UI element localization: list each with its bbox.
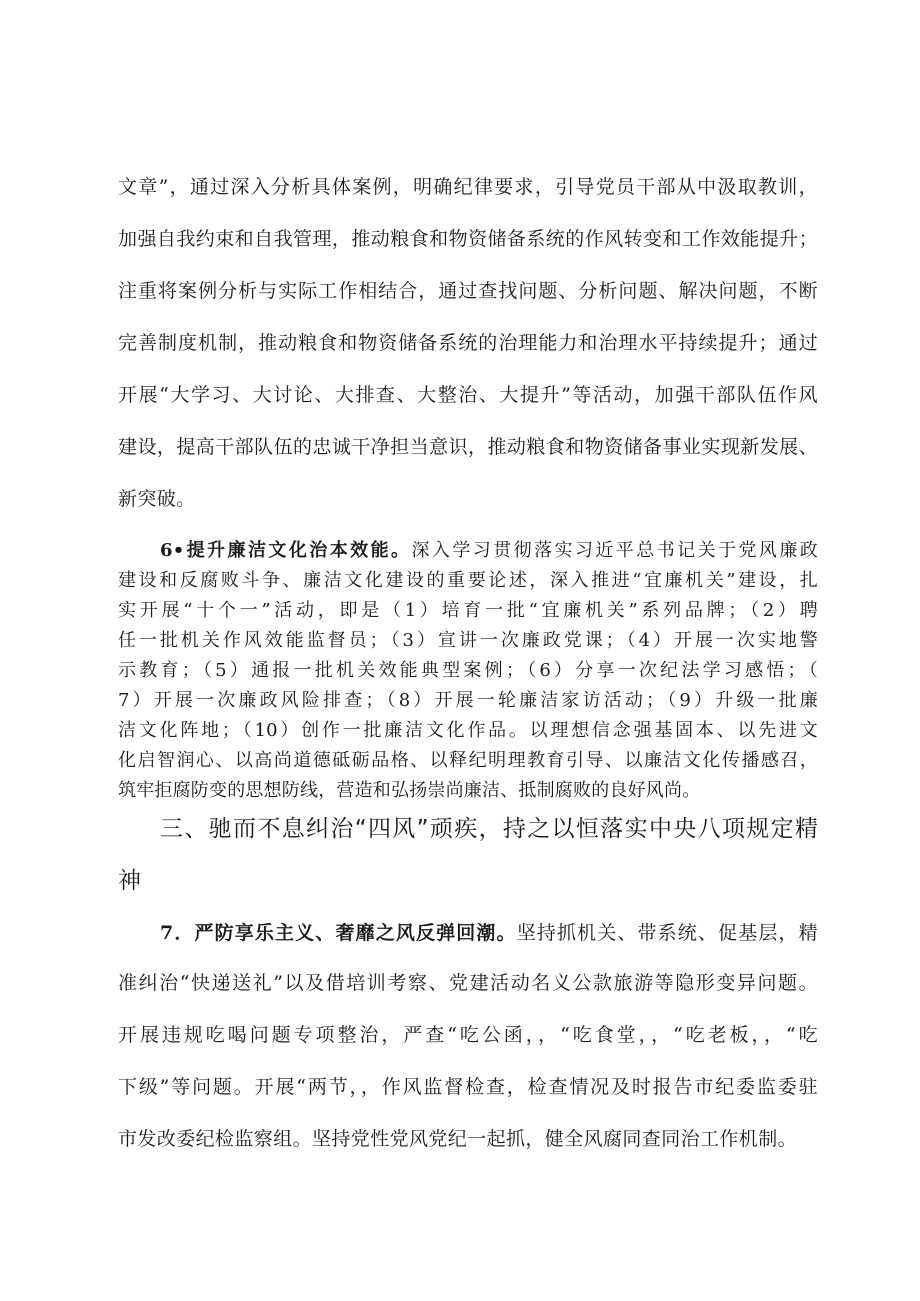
section-6-heading: 6•提升廉洁文化治本效能。 [160, 540, 412, 561]
section-7-heading: 7．严防享乐主义、奢靡之风反弹回潮。 [160, 922, 517, 944]
paragraph-line: 市发改委纪检监察组。坚持党性党风党纪一起抓，健全风腐同查同治工作机制。 [118, 1128, 798, 1150]
paragraph-line: 建设和反腐败斗争、廉洁文化建设的重要论述，深入推进“宜廉机关”建设，扎 [118, 570, 818, 591]
paragraph-line: 化启智润心、以高尚道德砥砺品格、以释纪明理教育引导、以廉洁文化传播感召， [118, 750, 818, 771]
paragraph-line: 加强自我约束和自我管理，推动粮食和物资储备系统的作风转变和工作效能提升； [118, 228, 818, 250]
section-6-first-line [160, 536, 818, 562]
section-6-first-line-text: 深入学习贯彻落实习近平总书记关于党风廉政 [411, 540, 818, 561]
paragraph-line: 完善制度机制，推动粮食和物资储备系统的治理能力和治理水平持续提升；通过 [118, 332, 818, 354]
section-7-first-line [160, 918, 818, 945]
paragraph-line: 实开展“十个一”活动，即是（1）培育一批“宜廉机关”系列品牌；（2）聘 [118, 600, 818, 621]
paragraph-line: 7）开展一次廉政风险排查；（8）开展一轮廉洁家访活动；（9）升级一批廉 [118, 690, 818, 711]
section-heading-continuation: 神 [118, 868, 141, 894]
paragraph-line: 文章”，通过深入分析具体案例，明确纪律要求，引导党员干部从中汲取教训， [118, 176, 818, 198]
paragraph-line: 洁文化阵地；（10）创作一批廉洁文化作品。以理想信念强基固本、以先进文 [118, 720, 818, 741]
section-heading: 三、驰而不息纠治“四风”顽疾，持之以恒落实中央八项规定精 [160, 816, 818, 842]
paragraph-line: 开展违规吃喝问题专项整治，严查“吃公函，，“吃食堂，，“吃老板，，“吃 [118, 1024, 818, 1046]
paragraph-line: 示教育；（5）通报一批机关效能典型案例；（6）分享一次纪法学习感悟；（ [118, 660, 818, 681]
paragraph-line: 筑牢拒腐防变的思想防线，营造和弘扬崇尚廉洁、抵制腐败的良好风尚。 [118, 780, 701, 801]
paragraph-line: 任一批机关作风效能监督员；（3）宣讲一次廉政党课；（4）开展一次实地警 [118, 630, 818, 651]
paragraph-line: 注重将案例分析与实际工作相结合，通过查找问题、分析问题、解决问题，不断 [118, 280, 818, 302]
paragraph-line: 新突破。 [118, 488, 196, 510]
paragraph-line: 建设，提高干部队伍的忠诚干净担当意识，推动粮食和物资储备事业实现新发展、 [118, 436, 818, 458]
paragraph-line: 准纠治“快递送礼”以及借培训考察、党建活动名义公款旅游等隐形变异问题。 [118, 972, 818, 994]
paragraph-line: 开展“大学习、大讨论、大排查、大整治、大提升”等活动，加强干部队伍作风 [118, 384, 818, 406]
section-7-first-line-text: 坚持抓机关、带系统、促基层，精 [516, 922, 818, 944]
paragraph-line: 下级”等问题。开展“两节，，作风监督检查，检查情况及时报告市纪委监委驻 [118, 1076, 818, 1098]
